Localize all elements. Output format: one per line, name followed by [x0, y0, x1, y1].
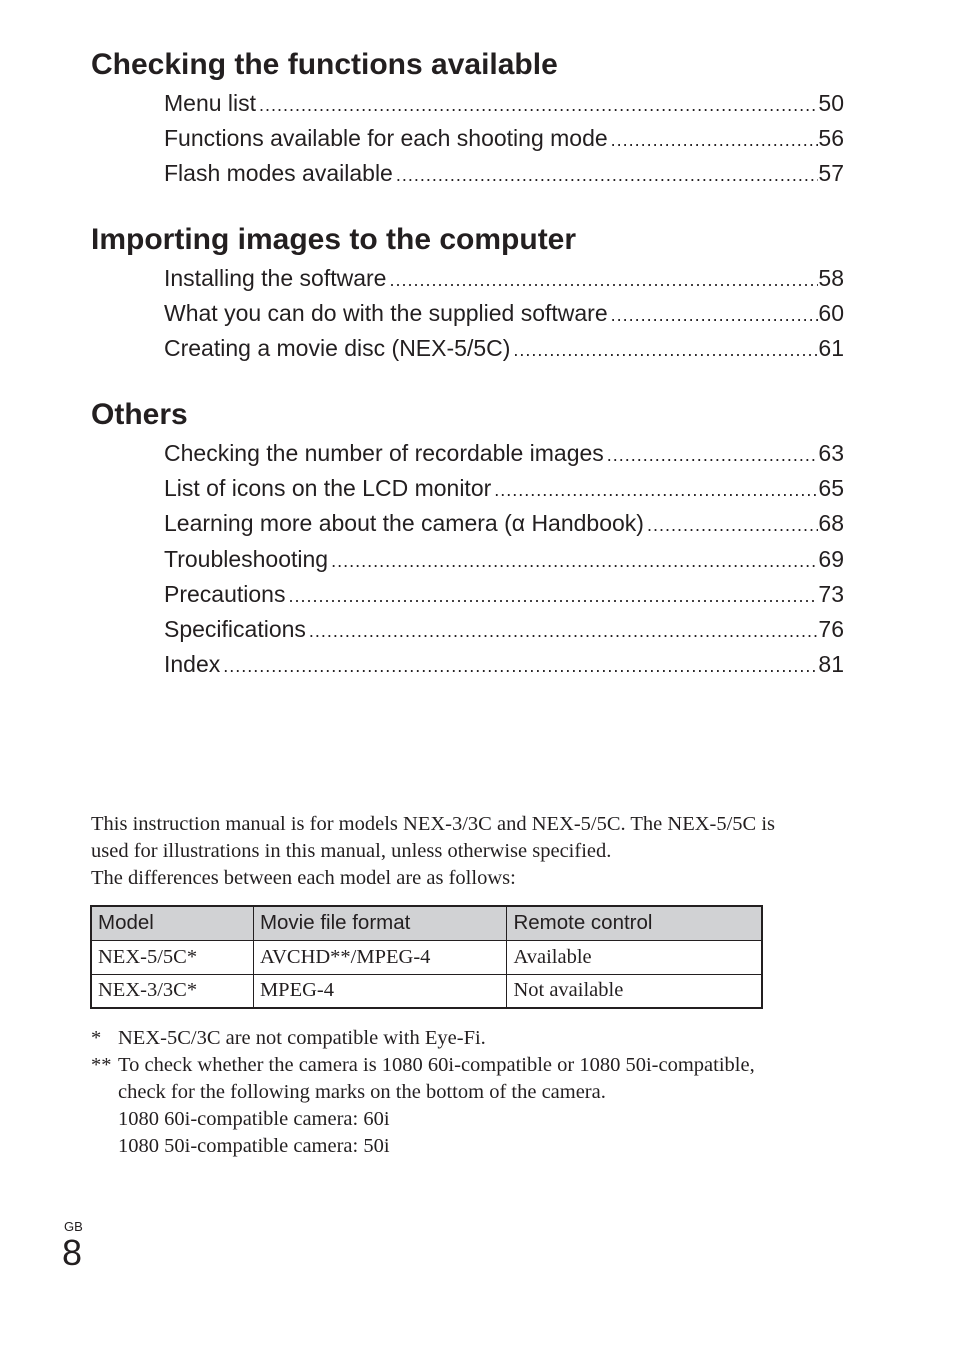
intro-paragraph [91, 811, 851, 893]
toc-item-menu-list[interactable] [164, 86, 844, 121]
footnote-line: check for the following marks on the bottom of the camera. [118, 1081, 606, 1103]
toc-list-others [164, 436, 844, 682]
toc-item-label: List of icons on the LCD monitor [164, 475, 492, 502]
toc-item-label: What you can do with the supplied software [164, 300, 608, 327]
toc-leader-dots [309, 614, 818, 649]
toc-leader-dots [331, 544, 818, 579]
intro-line: This instruction manual is for models NEX-3/3C and NEX-5/5C. The NEX-5/5C is [91, 813, 776, 835]
toc-item-page: 68 [818, 510, 844, 537]
toc-item-page: 65 [818, 475, 844, 502]
toc-item-handbook[interactable] [164, 506, 844, 541]
table-cell: AVCHD**/MPEG-4 [253, 940, 507, 974]
footnotes [91, 1025, 851, 1160]
table-header-cell: Movie file format [253, 906, 507, 940]
toc-item-functions-available[interactable] [164, 121, 844, 156]
toc-item-movie-disc[interactable] [164, 331, 844, 366]
table-cell: NEX-3/3C* [91, 974, 253, 1008]
toc-item-page: 81 [818, 651, 844, 678]
toc-item-label: Troubleshooting [164, 545, 329, 572]
toc-item-installing-software[interactable] [164, 261, 844, 296]
table-cell: Not available [507, 974, 762, 1008]
table-cell: MPEG-4 [253, 974, 507, 1008]
model-comparison-table [90, 905, 763, 1009]
table-cell: Available [507, 940, 762, 974]
toc-item-label: Learning more about the camera (α Handbook) [164, 510, 644, 537]
footnote-mark: * [91, 1027, 102, 1049]
toc-item-label: Precautions [164, 580, 286, 607]
toc-item-troubleshooting[interactable] [164, 542, 844, 577]
toc-leader-dots [607, 438, 819, 473]
table-cell: NEX-5/5C* [91, 940, 253, 974]
toc-item-page: 58 [818, 265, 844, 291]
toc-item-precautions[interactable] [164, 577, 844, 612]
toc-item-label: Installing the software [164, 265, 387, 291]
table-header-row [91, 906, 762, 940]
toc-item-lcd-icons[interactable] [164, 471, 844, 506]
table-row [91, 974, 762, 1008]
footnote-line: 1080 60i-compatible camera: 60i [118, 1108, 390, 1130]
toc-item-page: 76 [818, 615, 844, 642]
intro-line: used for illustrations in this manual, unless otherwise specified. [91, 840, 612, 863]
section-title-importing-images: Importing images to the computer [91, 223, 577, 256]
toc-leader-dots [494, 473, 818, 508]
table-header-cell: Model [91, 906, 253, 940]
toc-list-importing-images [164, 261, 844, 367]
footnote [91, 1025, 851, 1052]
toc-item-page: 61 [818, 335, 844, 362]
intro-line: The differences between each model are as follows: [91, 867, 516, 890]
toc-item-index[interactable] [164, 647, 844, 682]
toc-item-page: 69 [818, 545, 844, 572]
toc-leader-dots [513, 333, 818, 368]
toc-item-page: 57 [818, 160, 844, 187]
table-header-cell: Remote control [507, 906, 762, 940]
toc-item-specifications[interactable] [164, 612, 844, 647]
toc-item-label: Menu list [164, 90, 257, 116]
section-title-others: Others [91, 398, 188, 431]
toc-item-page: 56 [818, 125, 844, 152]
toc-item-page: 73 [818, 580, 844, 607]
footnote-line: To check whether the camera is 1080 60i-compatible or 1080 50i-compatible, [118, 1054, 755, 1076]
toc-item-recordable-images[interactable] [164, 436, 844, 471]
toc-item-label: Checking the number of recordable images [164, 440, 604, 466]
toc-leader-dots [259, 88, 818, 123]
table-row [91, 940, 762, 974]
footnote [91, 1052, 851, 1160]
toc-item-label: Creating a movie disc (NEX-5/5C) [164, 335, 511, 362]
toc-list-checking-functions [164, 86, 844, 192]
page-number: 8 [62, 1232, 83, 1273]
toc-leader-dots [396, 158, 819, 193]
page-region-tag: GB [64, 1219, 83, 1234]
toc-leader-dots [611, 123, 819, 158]
toc-item-label: Specifications [164, 615, 306, 642]
toc-leader-dots [611, 298, 819, 333]
toc-item-supplied-software[interactable] [164, 296, 844, 331]
section-title-checking-functions: Checking the functions available [91, 48, 558, 81]
toc-leader-dots [288, 579, 818, 614]
toc-item-page: 63 [818, 440, 844, 466]
toc-leader-dots [647, 508, 818, 543]
footnote-body [118, 1052, 851, 1160]
toc-leader-dots [223, 649, 818, 684]
footnote-body [118, 1025, 851, 1052]
toc-item-page: 50 [818, 90, 844, 116]
footnote-line: 1080 50i-compatible camera: 50i [118, 1135, 390, 1157]
toc-item-page: 60 [818, 300, 844, 327]
toc-item-label: Functions available for each shooting mode [164, 125, 608, 152]
footnote-line: NEX-5C/3C are not compatible with Eye-Fi. [118, 1027, 486, 1049]
footnote-mark: ** [91, 1054, 112, 1076]
toc-leader-dots [389, 263, 818, 298]
toc-item-label: Flash modes available [164, 160, 393, 187]
toc-item-flash-modes[interactable] [164, 156, 844, 191]
toc-item-label: Index [164, 651, 221, 678]
